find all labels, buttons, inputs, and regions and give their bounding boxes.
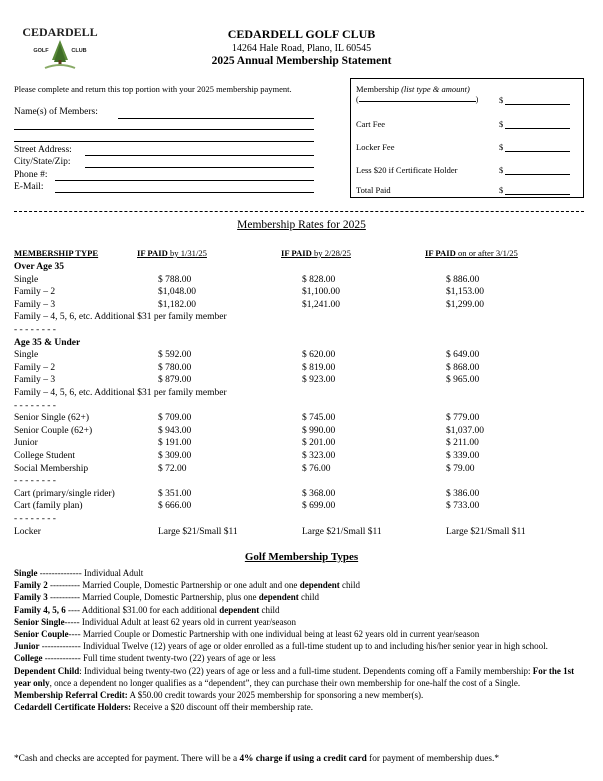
rate-row-label: - - - - - - - - bbox=[14, 400, 56, 411]
rate-row bbox=[0, 426, 603, 439]
cart-fee-dollar: $ bbox=[499, 119, 504, 129]
rate-row bbox=[0, 501, 603, 514]
rate-row-label: Locker bbox=[14, 526, 41, 537]
rate-cell: $ 780.00 bbox=[158, 362, 192, 373]
payment-box bbox=[350, 78, 584, 198]
rate-row-label: - - - - - - - - bbox=[14, 514, 56, 524]
rate-cell: Large $21/Small $11 bbox=[446, 526, 526, 537]
rate-cell: $ 211.00 bbox=[446, 438, 479, 449]
rate-row bbox=[0, 464, 603, 477]
rate-cell: $ 339.00 bbox=[446, 451, 480, 461]
locker-fee-line[interactable] bbox=[505, 151, 570, 152]
rate-row bbox=[0, 413, 603, 426]
rate-cell: $ 788.00 bbox=[158, 274, 192, 285]
rate-cell: $ 368.00 bbox=[302, 488, 336, 499]
membership-type-paren[interactable]: ( ) bbox=[356, 95, 479, 104]
phone-label: Phone #: bbox=[14, 170, 48, 180]
membership-hint: (list type & amount) bbox=[401, 84, 470, 94]
total-paid-label: Total Paid bbox=[356, 185, 391, 195]
rate-cell: $1,048.00 bbox=[158, 287, 196, 298]
locker-fee-label: Locker Fee bbox=[356, 142, 395, 152]
rate-row-label: Single bbox=[14, 274, 39, 285]
club-name: CEDARDELL GOLF CLUB bbox=[227, 27, 376, 41]
club-address: 14264 Hale Road, Plano, IL 60545 bbox=[231, 43, 372, 54]
rate-row-label: Family – 3 bbox=[14, 375, 56, 386]
street-input-line[interactable] bbox=[85, 155, 314, 156]
phone-input-line[interactable] bbox=[55, 180, 314, 181]
rate-cell: $ 649.00 bbox=[446, 350, 480, 361]
rate-row bbox=[0, 451, 603, 464]
cart-fee-label: Cart Fee bbox=[356, 119, 386, 129]
rate-row bbox=[0, 350, 603, 363]
rate-row bbox=[0, 275, 603, 288]
rate-row-label: Family – 2 bbox=[14, 287, 56, 298]
rate-cell: $ 72.00 bbox=[158, 463, 187, 474]
rate-row bbox=[0, 527, 603, 540]
rate-row-label: - - - - - - - - bbox=[14, 476, 56, 487]
rate-row-label: Single bbox=[14, 350, 39, 361]
membership-dollar: $ bbox=[499, 95, 504, 105]
rate-cell: $ 351.00 bbox=[158, 488, 192, 499]
rate-cell: $ 819.00 bbox=[302, 362, 336, 373]
street-label: Street Address: bbox=[14, 145, 72, 155]
rate-cell: $1,037.00 bbox=[446, 425, 484, 436]
rate-cell: $ 745.00 bbox=[302, 413, 336, 424]
rate-cell: $ 868.00 bbox=[446, 362, 480, 373]
certificate-dollar: $ bbox=[499, 165, 504, 175]
dependent-child-definition: Dependent Child: Individual being twenty-two (22) years of age or less and a full-time student. Dependents coming off a Family membership: For the 1st year only, once a dependent no longer qualifies as a “dependent”, they can purchase their own membership for one-half the cost of a Single. bbox=[14, 665, 575, 688]
rate-cell: $ 201.00 bbox=[302, 438, 336, 449]
rates-title: Membership Rates for 2025 bbox=[237, 219, 366, 231]
membership-type-definition: Family 2 ---------- Married Couple, Domestic Partnership or one adult and one dependent child bbox=[14, 580, 360, 591]
membership-type-definition: Single -------------- Individual Adult bbox=[14, 568, 144, 578]
membership-row-label bbox=[356, 84, 470, 94]
rate-cell: $1,153.00 bbox=[446, 287, 484, 298]
rate-cell: $ 79.00 bbox=[446, 463, 475, 474]
payment-note: *Cash and checks are accepted for payment. There will be a 4% charge if using a credit card for payment of membership dues.* bbox=[14, 754, 500, 764]
rate-row-label: Cart (family plan) bbox=[14, 501, 83, 512]
rate-cell: $ 828.00 bbox=[302, 274, 336, 285]
logo-text: CEDARDELL bbox=[22, 25, 98, 39]
referral-credit-definition: Membership Referral Credit: A $50.00 credit towards your 2025 membership for sponsoring a new member(s). bbox=[14, 690, 424, 701]
membership-amount-line[interactable] bbox=[505, 104, 570, 105]
names-label: Name(s) of Members: bbox=[14, 107, 98, 117]
locker-fee-dollar: $ bbox=[499, 142, 504, 152]
certificate-line[interactable] bbox=[505, 174, 570, 175]
membership-type-definition: Junior ------------- Individual Twelve (12) years of age or older enrolled as a full-time student up to and including his/her senior year in high school. bbox=[14, 641, 548, 652]
rate-row bbox=[0, 489, 603, 502]
rate-cell: $1,241.00 bbox=[302, 299, 340, 310]
rate-cell: $1,100.00 bbox=[302, 287, 340, 298]
rate-cell: Large $21/Small $11 bbox=[158, 526, 238, 537]
rate-cell: $ 965.00 bbox=[446, 375, 480, 386]
rate-cell: $ 323.00 bbox=[302, 451, 336, 461]
rate-cell: Large $21/Small $11 bbox=[302, 526, 382, 537]
city-label: City/State/Zip: bbox=[14, 157, 71, 167]
rate-cell: $ 191.00 bbox=[158, 438, 192, 449]
rate-row bbox=[0, 388, 603, 401]
rate-row-label: Senior Single (62+) bbox=[14, 413, 90, 424]
membership-type-definition: Senior Couple---- Married Couple or Domestic Partnership with one individual being at least 62 years old in current year/season bbox=[14, 629, 480, 640]
rate-row-label: Family – 2 bbox=[14, 362, 56, 373]
rate-row bbox=[0, 375, 603, 388]
rate-cell: $ 592.00 bbox=[158, 350, 192, 361]
rate-cell: $ 943.00 bbox=[158, 425, 192, 436]
rate-cell: $ 709.00 bbox=[158, 413, 192, 424]
membership-label: Membership bbox=[356, 84, 399, 94]
rate-row-label: Family – 3 bbox=[14, 299, 56, 310]
rate-row bbox=[0, 262, 603, 275]
names-input-line-1[interactable] bbox=[118, 118, 314, 119]
rate-row-label: Junior bbox=[14, 438, 38, 449]
rate-row bbox=[0, 287, 603, 300]
rate-cell: $ 666.00 bbox=[158, 501, 192, 512]
rate-cell: $1,182.00 bbox=[158, 299, 196, 310]
rate-row bbox=[0, 401, 603, 414]
rate-cell: $ 879.00 bbox=[158, 375, 192, 386]
certificate-holder-definition: Cedardell Certificate Holders: Receive a $20 discount off their membership rate. bbox=[14, 702, 313, 713]
rate-row-label: Family – 4, 5, 6, etc. Additional $31 per family member bbox=[14, 388, 227, 398]
rate-row bbox=[0, 514, 603, 527]
names-input-line-2[interactable] bbox=[14, 129, 314, 130]
rate-row-label: Social Membership bbox=[14, 463, 89, 474]
rate-cell: $ 386.00 bbox=[446, 488, 480, 499]
membership-type-definitions bbox=[14, 567, 589, 713]
rate-row-label: Over Age 35 bbox=[14, 262, 64, 272]
rate-row-label: - - - - - - - - bbox=[14, 325, 56, 335]
cart-fee-line[interactable] bbox=[505, 128, 570, 129]
membership-type-definition: Family 3 ---------- Married Couple, Domestic Partnership, plus one dependent child bbox=[14, 592, 319, 603]
types-title: Golf Membership Types bbox=[244, 551, 359, 563]
form-instructions: Please complete and return this top portion with your 2025 membership payment. bbox=[14, 84, 292, 94]
rate-row bbox=[0, 300, 603, 313]
email-input-line[interactable] bbox=[55, 192, 314, 193]
header-paid-col3: IF PAID on or after 3/1/25 bbox=[425, 248, 518, 258]
rate-cell: $ 309.00 bbox=[158, 451, 192, 461]
city-input-line[interactable] bbox=[85, 167, 314, 168]
rate-cell: $ 733.00 bbox=[446, 501, 480, 512]
rate-row-label: College Student bbox=[14, 451, 75, 461]
header-membership-type: MEMBERSHIP TYPE bbox=[14, 248, 99, 258]
statement-title: 2025 Annual Membership Statement bbox=[211, 55, 392, 67]
membership-type-definition: Senior Single----- Individual Adult at least 62 years old in current year/season bbox=[14, 616, 297, 627]
total-paid-line[interactable] bbox=[505, 194, 570, 195]
rate-row bbox=[0, 438, 603, 451]
rate-cell: $ 779.00 bbox=[446, 413, 480, 424]
header-paid-col1: IF PAID by 1/31/25 bbox=[137, 248, 207, 258]
header-paid-col2: IF PAID by 2/28/25 bbox=[281, 248, 351, 258]
rate-row-label: Family – 4, 5, 6, etc. Additional $31 per family member bbox=[14, 312, 227, 323]
rate-row bbox=[0, 325, 603, 338]
logo-text: CLUB bbox=[71, 48, 87, 54]
rate-cell: $ 886.00 bbox=[446, 274, 480, 285]
total-paid-dollar: $ bbox=[499, 185, 504, 195]
rate-cell: $ 620.00 bbox=[302, 350, 336, 361]
rate-row bbox=[0, 312, 603, 325]
rate-cell: $ 699.00 bbox=[302, 501, 336, 512]
rate-cell: $ 990.00 bbox=[302, 425, 336, 436]
rate-row-label: Age 35 & Under bbox=[14, 337, 81, 348]
names-input-line-3[interactable] bbox=[14, 141, 314, 142]
rate-row-label: Cart (primary/single rider) bbox=[14, 488, 115, 499]
rate-row bbox=[0, 338, 603, 351]
membership-type-definition: Family 4, 5, 6 ---- Additional $31.00 for each additional dependent child bbox=[14, 604, 280, 615]
rate-cell: $ 923.00 bbox=[302, 375, 336, 386]
rate-row bbox=[0, 476, 603, 489]
logo-text: GOLF bbox=[33, 48, 49, 54]
rate-row bbox=[0, 363, 603, 376]
email-label: E-Mail: bbox=[14, 182, 44, 192]
membership-type-definition: College ------------ Full time student twenty-two (22) years of age or less bbox=[14, 653, 276, 664]
certificate-label: Less $20 if Certificate Holder bbox=[356, 165, 458, 175]
rate-row-label: Senior Couple (62+) bbox=[14, 425, 93, 436]
rate-cell: $1,299.00 bbox=[446, 299, 484, 310]
rate-cell: $ 76.00 bbox=[302, 463, 331, 474]
cut-line-divider bbox=[14, 211, 584, 212]
